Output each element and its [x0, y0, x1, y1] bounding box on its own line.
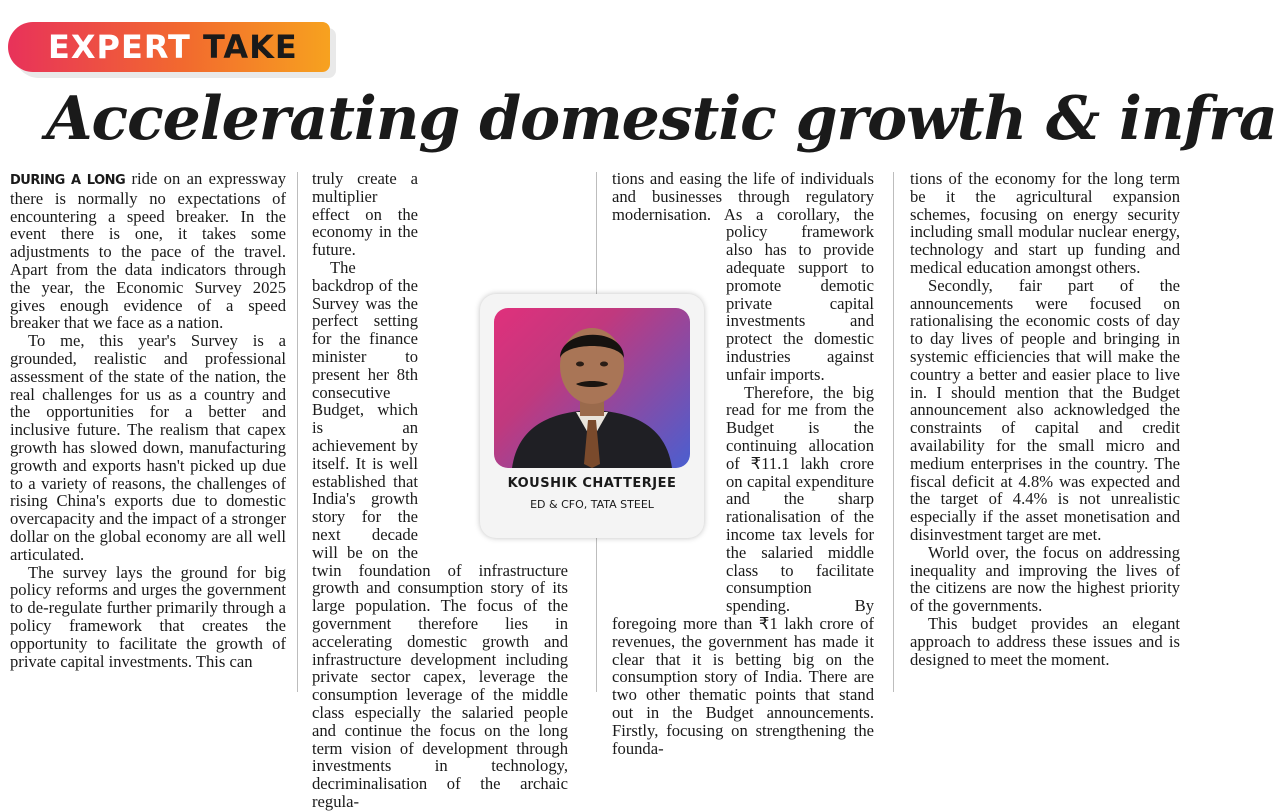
author-name: KOUSHIK CHATTERJEE: [507, 476, 677, 491]
banner-label: [48, 28, 298, 66]
lead-in: DURING A LONG: [10, 173, 126, 188]
author-photo-card: [480, 294, 704, 538]
paragraph: World over, the focus on addressing inequality and improving the lives of the citizens are now the highest priority of the governments.: [910, 542, 1180, 616]
banner-word-expert: EXPERT: [48, 28, 191, 66]
column-rule: [893, 172, 894, 692]
paragraph: tions and easing the life of individuals and businesses through regulatory modernisation. As a corollary, the policy framework also has to provide adequate support to promote demotic private capital investments and protect the domestic industries against unfair imports.: [612, 169, 874, 384]
paragraph: To me, this year's Survey is a grounded, realistic and professional assessment of the state of the nation, the real challenges for us as a country and the opportunities for a better and inclusive future. The realism that capex growth has slowed down, manufacturing growth and exports hasn't picked up due to a variety of reasons, the challenges of rising China's exports due to domestic overcapacity and the impact of a stronger dollar on the global economy are all well articulated.: [10, 331, 286, 564]
paragraph: tions of the economy for the long term be it the agricultural expansion schemes, focusing on energy security including small modular nuclear energy, technology and start up funding and medical education amongst others.: [910, 169, 1180, 277]
paragraph: Therefore, the big read for me from the Budget is the continuing allocation of ₹11.1 lakh crore on capital expenditure and the sharp rationalisation of the income tax levels for the salaried middle class to facilitate consumption spending. By foregoing more than ₹1 lakh crore of revenues, the government has made it clear that it is betting big on the consumption story of India. There are two other thematic points that stand out in the Budget announcements. Firstly, focusing on strengthening the founda-: [612, 382, 874, 758]
article-column-1: [10, 170, 286, 696]
banner-word-take: TAKE: [203, 28, 298, 66]
paragraph: This budget provides an elegant approach to address these issues and is designed to meet the moment.: [910, 613, 1180, 669]
article-column-4: [910, 170, 1180, 696]
paragraph: The survey lays the ground for big policy reforms and urges the government to de-regulate further primarily through a policy framework that creates the opportunity to facilitate the growth of private capital investments. This can: [10, 562, 286, 671]
paragraph: The backdrop of the Survey was the perfect setting for the finance minister to present her 8th consecutive Budget, which is an achievement by itself. It is well established that India's growth story for the next decade will be on the twin foundation of infrastructure growth and consumption story of its large population. The focus of the government therefore lies in accelerating domestic growth and infrastructure development including private sector capex, leverage the consumption leverage of the middle class especially the salaried people and continue the focus on the long term vision of development through investments in technology, decriminalisation of the archaic regula-: [312, 257, 568, 811]
headline: Accelerating domestic growth & infra: [46, 84, 1277, 154]
paragraph: [10, 170, 286, 332]
author-role: ED & CFO, TATA STEEL: [530, 498, 654, 511]
portrait-background: [494, 308, 690, 468]
paragraph-text: ride on an expressway there is normally no expectations of encountering a speed breaker. In the event there is one, it takes some adjustments to the pace of the travel. Apart from the data indicators through the year, the Economic Survey 2025 gives enough evidence of a speed breaker that we face as a nation.: [10, 169, 287, 333]
paragraph: truly create a multiplier effect on the economy in the future.: [312, 169, 418, 260]
expert-take-banner: [8, 22, 330, 72]
column-rule: [297, 172, 298, 692]
paragraph: Secondly, fair part of the announcements were focused on rationalising the economic costs of day to day lives of people and bringing in systemic efficiencies that will make the country a better and easier place to live in. I should mention that the Budget announcement also acknowledged the constraints of capital and credit availability for the small micro and medium enterprises in the country. The fiscal deficit at 4.8% was expected and the target of 4.4% is not unrealistic especially if the asset monetisation and disinvestment target are met.: [910, 275, 1180, 544]
author-portrait: [494, 308, 690, 468]
